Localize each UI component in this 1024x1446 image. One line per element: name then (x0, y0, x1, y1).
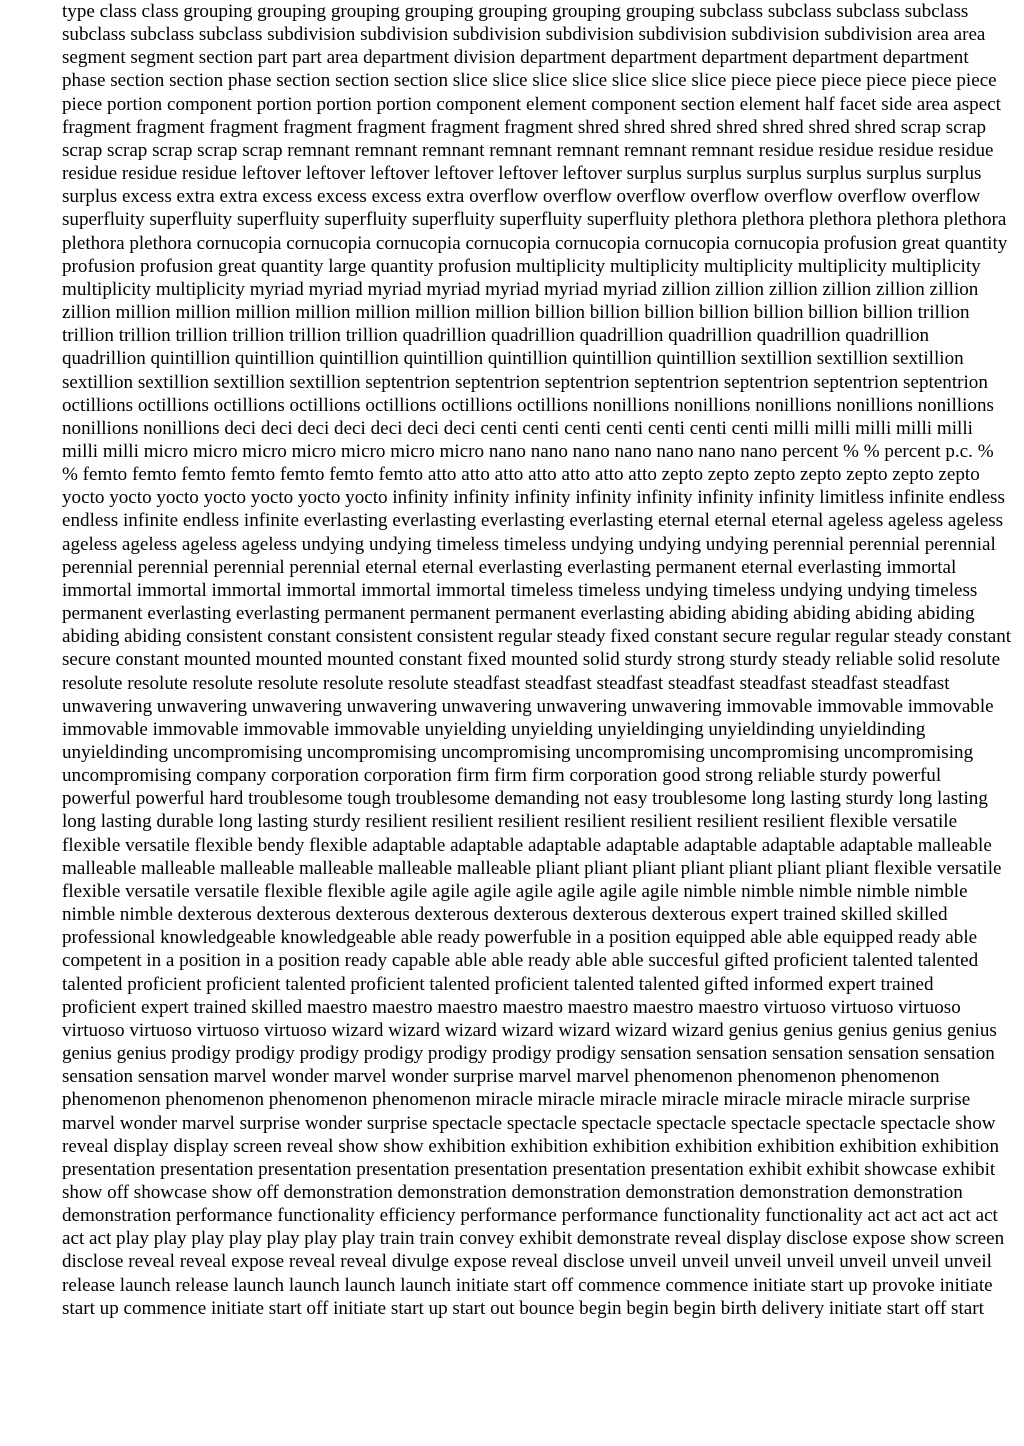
body-paragraph: type class class grouping grouping grouping grouping grouping grouping grouping subclass subclass subclass subclass subclass subclass subclass subdivision subdivision subdivision subdivision subdivision subdivision subdivision area area segment segment section part part area department division department department department department department phase section section phase section section section slice slice slice slice slice slice slice piece piece piece piece piece piece piece portion component portion portion portion component element component section element half facet side area aspect fragment fragment fragment fragment fragment fragment fragment shred shred shred shred shred shred shred scrap scrap scrap scrap scrap scrap scrap remnant remnant remnant remnant remnant remnant remnant residue residue residue residue residue residue residue leftover leftover leftover leftover leftover leftover surplus surplus surplus surplus surplus surplus surplus excess extra extra excess excess excess extra overflow overflow overflow overflow overflow overflow overflow superfluity superfluity superfluity superfluity superfluity superfluity superfluity plethora plethora plethora plethora plethora plethora plethora cornucopia cornucopia cornucopia cornucopia cornucopia cornucopia cornucopia profusion great quantity profusion profusion great quantity large quantity profusion multiplicity multiplicity multiplicity multiplicity multiplicity multiplicity multiplicity myriad myriad myriad myriad myriad myriad myriad zillion zillion zillion zillion zillion zillion zillion million million million million million million million billion billion billion billion billion billion billion trillion trillion trillion trillion trillion trillion trillion quadrillion quadrillion quadrillion quadrillion quadrillion quadrillion quadrillion quintillion quintillion quintillion quintillion quintillion quintillion quintillion sextillion sextillion sextillion sextillion sextillion sextillion sextillion septentrion septentrion septentrion septentrion septentrion septentrion septentrion octillions octillions octillions octillions octillions octillions octillions nonillions nonillions nonillions nonillions nonillions nonillions nonillions deci deci deci deci deci deci deci centi centi centi centi centi centi centi milli milli milli milli milli milli milli micro micro micro micro micro micro micro nano nano nano nano nano nano nano percent % % percent p.c. % % femto femto femto femto femto femto femto atto atto atto atto atto atto atto zepto zepto zepto zepto zepto zepto zepto yocto yocto yocto yocto yocto yocto yocto infinity infinity infinity infinity infinity infinity infinity limitless infinite endless endless infinite endless infinite everlasting everlasting everlasting everlasting eternal eternal eternal ageless ageless ageless ageless ageless ageless ageless undying undying timeless timeless undying undying undying perennial perennial perennial perennial perennial perennial perennial eternal eternal everlasting everlasting permanent eternal everlasting immortal immortal immortal immortal immortal immortal immortal timeless timeless undying timeless undying undying timeless permanent everlasting everlasting permanent permanent permanent everlasting abiding abiding abiding abiding abiding abiding abiding consistent constant consistent consistent regular steady fixed constant secure regular regular steady constant secure constant mounted mounted mounted constant fixed mounted solid sturdy strong sturdy steady reliable solid resolute resolute resolute resolute resolute resolute resolute steadfast steadfast steadfast steadfast steadfast steadfast steadfast unwavering unwavering unwavering unwavering unwavering unwavering unwavering immovable immovable immovable immovable immovable immovable immovable unyielding unyielding unyieldinging unyieldinding unyieldinding unyieldinding uncompromising uncompromising uncompromising uncompromising uncompromising uncompromising uncompromising company corporation corporation firm firm firm corporation good strong reliable sturdy powerful powerful powerful hard troublesome tough troublesome demanding not easy troublesome long lasting sturdy long lasting long lasting durable long lasting sturdy resilient resilient resilient resilient resilient resilient resilient flexible versatile flexible versatile flexible bendy flexible adaptable adaptable adaptable adaptable adaptable adaptable adaptable malleable malleable malleable malleable malleable malleable malleable pliant pliant pliant pliant pliant pliant pliant flexible versatile flexible versatile versatile flexible flexible agile agile agile agile agile agile agile nimble nimble nimble nimble nimble nimble nimble dexterous dexterous dexterous dexterous dexterous dexterous dexterous expert trained skilled skilled professional knowledgeable knowledgeable able ready powerfuble in a position equipped able able equipped ready able competent in a position in a position ready capable able able ready able able succesful gifted proficient talented talented talented proficient proficient talented proficient talented proficient talented talented gifted informed expert trained proficient expert trained skilled maestro maestro maestro maestro maestro maestro maestro virtuoso virtuoso virtuoso virtuoso virtuoso virtuoso virtuoso wizard wizard wizard wizard wizard wizard wizard genius genius genius genius genius genius genius prodigy prodigy prodigy prodigy prodigy prodigy prodigy sensation sensation sensation sensation sensation sensation sensation marvel wonder marvel wonder surprise marvel marvel phenomenon phenomenon phenomenon phenomenon phenomenon phenomenon phenomenon miracle miracle miracle miracle miracle miracle miracle surprise marvel wonder marvel surprise wonder surprise spectacle spectacle spectacle spectacle spectacle spectacle spectacle show reveal display display screen reveal show show exhibition exhibition exhibition exhibition exhibition exhibition exhibition presentation presentation presentation presentation presentation presentation presentation exhibit exhibit showcase exhibit show off showcase show off demonstration demonstration demonstration demonstration demonstration demonstration demonstration performance functionality efficiency performance performance functionality functionality act act act act act act act play play play play play play play train train convey exhibit demonstrate reveal display disclose expose show screen disclose reveal reveal expose reveal reveal divulge expose reveal disclose unveil unveil unveil unveil unveil unveil unveil release launch release launch launch launch launch initiate start off commence commence initiate start up provoke initiate start up commence initiate start off initiate start up start out bounce begin begin begin birth delivery initiate start off start (62, 1, 1012, 1319)
